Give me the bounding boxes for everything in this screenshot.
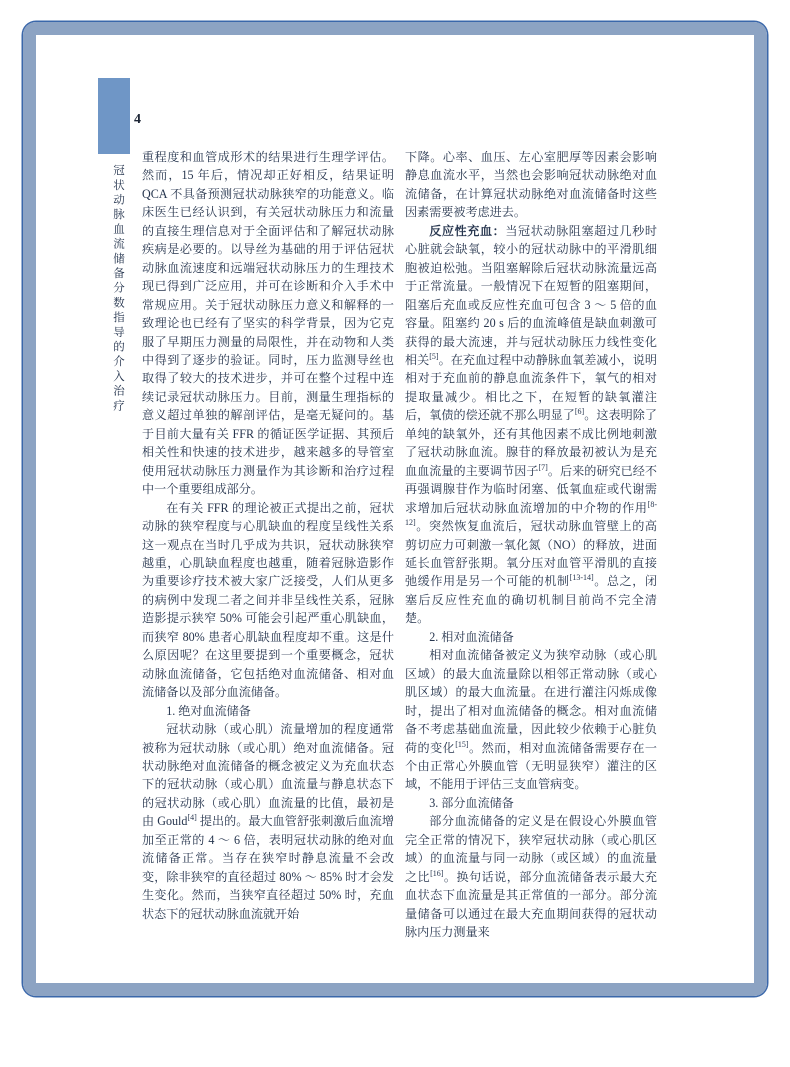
text-column-right bbox=[405, 148, 657, 941]
reference-superscript: [13-14] bbox=[569, 573, 594, 583]
reference-superscript: [16] bbox=[430, 868, 444, 878]
bold-lead-term: 反应性充血： bbox=[429, 223, 506, 238]
paragraph: 相对血流储备被定义为狭窄动脉（或心肌区域）的最大血流量除以相邻正常动脉（或心肌区域）的最大血流量。在进行灌注闪烁成像时，提出了相对血流储备的概念。相对血流储备不考虑基础血流量，因此较少依赖于心脏负荷的变化[15]。然而，相对血流储备需要存在一个由正常心外膜血管（无明显狭窄）灌注的区域，不能用于评估三支血管病变。 bbox=[405, 648, 657, 792]
section-heading: 2. 相对血流储备 bbox=[429, 629, 514, 644]
paragraph: 部分血流储备的定义是在假设心外膜血管完全正常的情况下，狭窄冠状动脉（或心肌区域）的血流量与同一动脉（或区域）的血流量之比[16]。换句话说，部分血流储备表示最大充血状态下血流量是其正常值的一部分。部分流量储备可以通过在最大充血期间获得的冠状动脉内压力测量来 bbox=[405, 814, 657, 940]
chapter-tab-marker bbox=[98, 78, 130, 154]
reference-superscript: [8-12] bbox=[405, 499, 657, 528]
paragraph: 反应性充血：当冠状动脉阻塞超过几秒时心脏就会缺氧，较小的冠状动脉中的平滑肌细胞被迫松弛。当阻塞解除后冠状动脉流量远高于正常流量。一般情况下在短暂的阻塞期间，阻塞后充血或反应性充血可包含 3 ～ 5 倍的血容量。阻塞约 20 s 后的血流峰值是缺血刺激可获得的最大流速，并与冠状动脉压力线性变化相关[5]。在充血过程中动静脉血氧差减小，说明相对于充血前的静息血流条件下，氧气的相对提取量减少。相比之下，在短暂的缺氧灌注后，氧债的偿还就不那么明显了[6]。这表明除了单纯的缺氧外，还有其他因素不成比例地刺激了冠状动脉血流。腺苷的释放最初被认为是充血血流量的主要调节因子[7]。后来的研究已经不再强调腺苷作为临时闭塞、低氧血症或代谢需求增加后冠状动脉血流增加的中介物的作用[8-12]。突然恢复血流后，冠状动脉血管壁上的高剪切应力可刺激一氧化氮（NO）的释放，进面延长血管舒张期。氧分压对血管平滑肌的直接弛缓作用是另一个可能的机制[13-14]。总之，闭塞后反应性充血的确切机制目前尚不完全清楚。 bbox=[405, 223, 657, 626]
section-heading: 3. 部分血流储备 bbox=[429, 795, 514, 810]
paragraph-continuation: 下降。心率、血压、左心室肥厚等因素会影响静息血流水平，当然也会影响冠状动脉绝对血流储备，在计算冠状动脉绝对血流储备时这些因素需要被考虑进去。 bbox=[405, 150, 657, 220]
reference-superscript: [5] bbox=[429, 351, 439, 361]
paragraph: 在有关 FFR 的理论被正式提出之前，冠状动脉的狭窄程度与心肌缺血的程度呈线性关系这一观点在当时几乎成为共识，冠状动脉狭窄越重，心肌缺血程度也越重，随着冠脉造影作为重要诊疗技术被大家广泛接受，人们从更多的病例中发现二者之间并非呈线性关系，冠脉造影提示狭窄 50% 可能会引起严重心肌缺血，而狭窄 80% 患者心肌缺血程度却不重。这是什么原因呢？在这里要提到一个重要概念，冠状动脉血流储备，它包括绝对血流储备、相对血流储备以及部分血流储备。 bbox=[142, 500, 394, 700]
section-heading: 1. 绝对血流储备 bbox=[166, 703, 251, 718]
reference-superscript: [4] bbox=[187, 813, 197, 823]
page-number: 4 bbox=[134, 112, 141, 127]
side-vertical-title: 冠状动脉血流储备分数指导的介入治疗 bbox=[112, 164, 124, 414]
paragraph-continuation: 重程度和血管成形术的结果进行生理学评估。然而，15 年后，情况却正好相反，结果证明 QCA 不具备预测冠状动脉狭窄的功能意义。临床医生已经认识到，有关冠状动脉压力和流量的直接生理信息对于全面评估和了解冠状动脉疾病是必要的。以导丝为基础的用于评估冠状动脉血流速度和远端冠状动脉压力的生理技术现已得到广泛应用，并可在诊断和介入手术中常规应用。关于冠状动脉压力意义和解释的一致理论也已经有了坚实的科学背景，因为它克服了早期压力测量的局限性，并在动物和人类中得到了逐步的验证。同时，压力监测导丝也取得了较大的技术进步，并可在整个过程中连续记录冠状动脉压力。目前，测量生理指标的意义超过单独的解剖评估，是毫无疑问的。基于目前大量有关 FFR 的循证医学证据、其预后相关性和快速的技术进步，越来越多的导管室使用冠状动脉压力测量作为其诊断和治疗过程中一个重要组成部分。 bbox=[142, 150, 394, 497]
reference-superscript: [15] bbox=[455, 739, 469, 749]
paragraph: 冠状动脉（或心肌）流量增加的程度通常被称为冠状动脉（或心肌）绝对血流储备。冠状动脉绝对血流储备的概念被定义为充血状态下的冠状动脉（或心肌）血流量与静息状态下的冠状动脉（或心肌）血流量的比值，最初是由 Gould[4] 提出的。最大血管舒张刺激后血流增加至正常的 4 ～ 6 倍，表明冠状动脉的绝对血流储备正常。当存在狭窄时静息流量不会改变，除非狭窄的直径超过 80% ～ 85% 时才会发生变化。然而，当狭窄直径超过 50% 时，充血状态下的冠状动脉血流就开始 bbox=[142, 722, 394, 921]
reference-superscript: [7] bbox=[538, 462, 548, 472]
text-column-left bbox=[142, 148, 394, 923]
reference-superscript: [6] bbox=[574, 407, 585, 417]
